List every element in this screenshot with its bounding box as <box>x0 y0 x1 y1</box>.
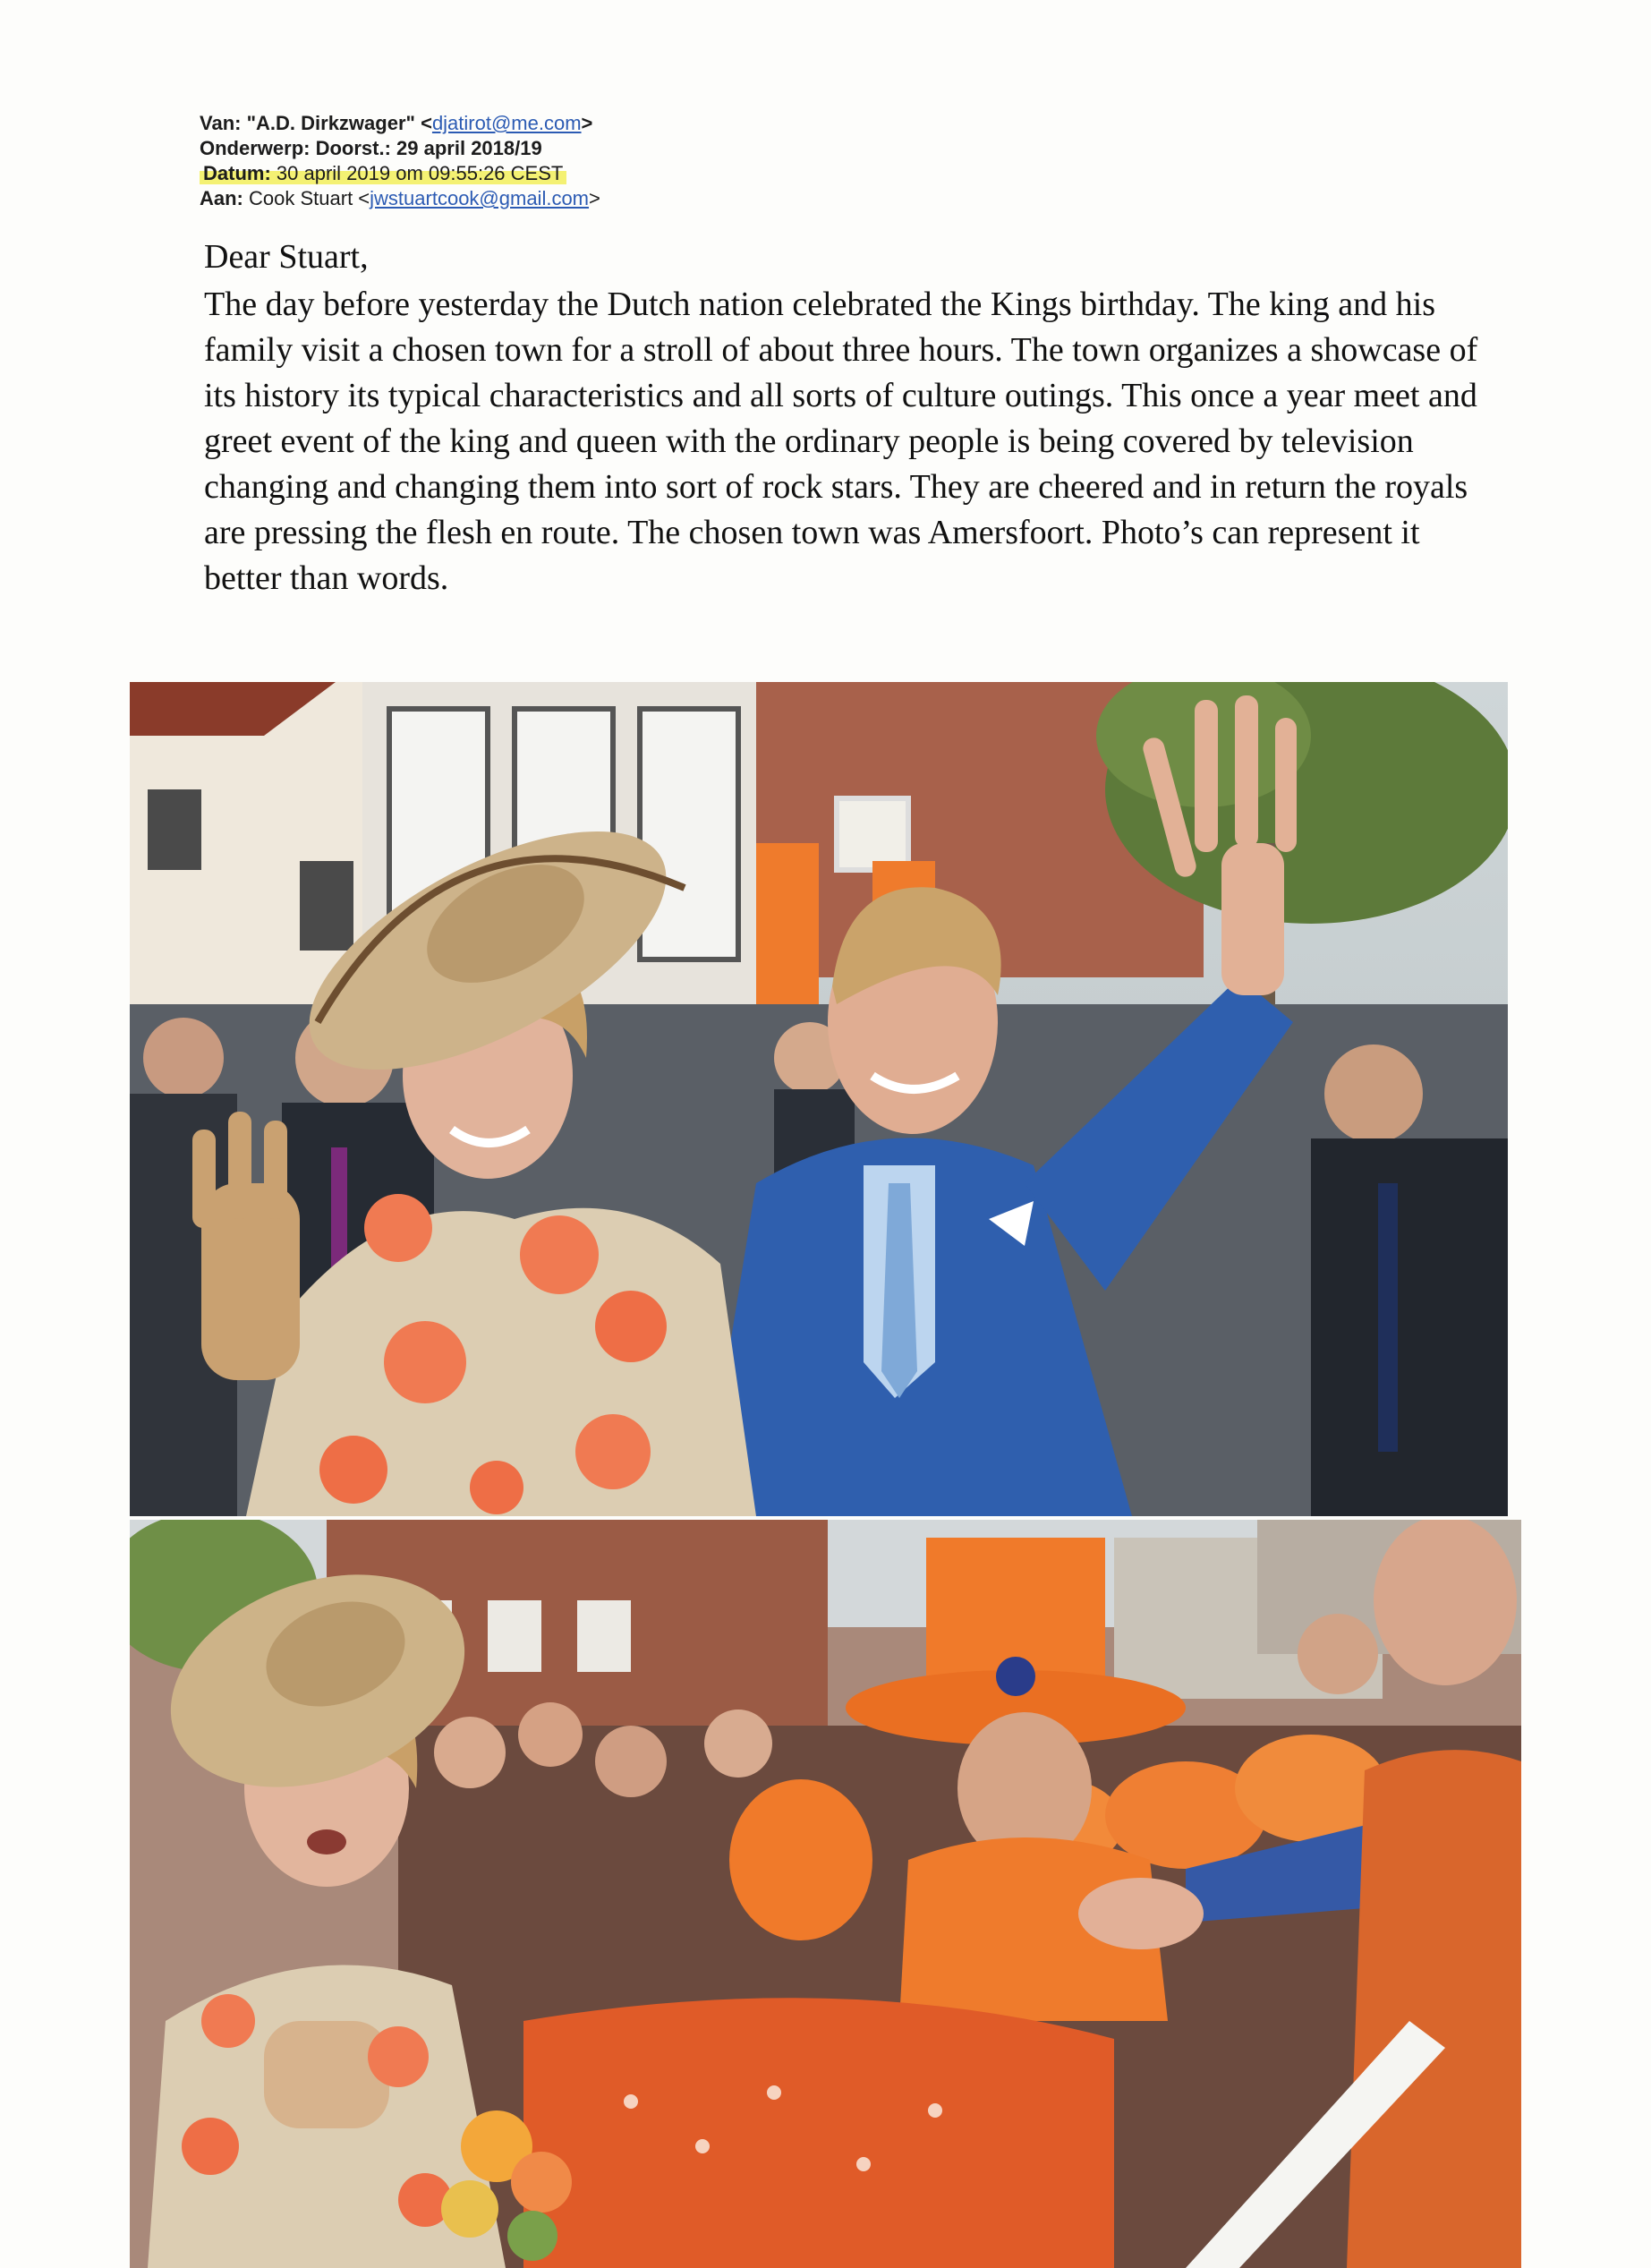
letter-paragraph: The day before yesterday the Dutch nation celebrated the Kings birthday. The king and his family visit a chosen town for a stroll of about three hours. The town organizes a showcase of its history its typical characteristics and all sorts of culture outings. This once a year meet and greet event of the king and queen with the ordinary people is being covered by television changing and changing them into sort of rock stars. They are cheered and in return the royals are pressing the flesh en route. The chosen town was Amersfoort. Photo’s can represent it better than words. <box>204 286 1478 597</box>
to-address-link[interactable]: jwstuartcook@gmail.com <box>370 187 590 209</box>
subject-label: Onderwerp: <box>200 137 311 159</box>
email-to-row: Aan: Cook Stuart <jwstuartcook@gmail.com> <box>200 187 600 209</box>
from-address-link[interactable]: djatirot@me.com <box>431 112 582 134</box>
photo-queen-greeting-crowd <box>130 1520 1521 2268</box>
email-date-row <box>200 161 1005 186</box>
from-name: "A.D. Dirkzwager" <box>246 112 415 134</box>
to-name: Cook Stuart <box>249 187 353 209</box>
email-subject-row <box>200 136 1005 161</box>
letter-body <box>204 234 1484 601</box>
email-header <box>200 111 1005 211</box>
photo-2-illustration <box>130 1520 1521 2268</box>
photo-1-illustration <box>130 682 1508 1516</box>
to-label: Aan: <box>200 187 243 209</box>
date-highlight <box>200 162 566 184</box>
photo-king-and-queen-waving <box>130 682 1508 1516</box>
date-label: Datum: <box>203 162 271 184</box>
salutation: Dear Stuart, <box>204 238 369 276</box>
subject-text: Doorst.: 29 april 2018/19 <box>315 137 542 159</box>
email-from-row: Van: "A.D. Dirkzwager" <djatirot@me.com> <box>200 112 593 134</box>
date-text: 30 april 2019 om 09:55:26 CEST <box>276 162 564 184</box>
from-label: Van: <box>200 112 242 134</box>
